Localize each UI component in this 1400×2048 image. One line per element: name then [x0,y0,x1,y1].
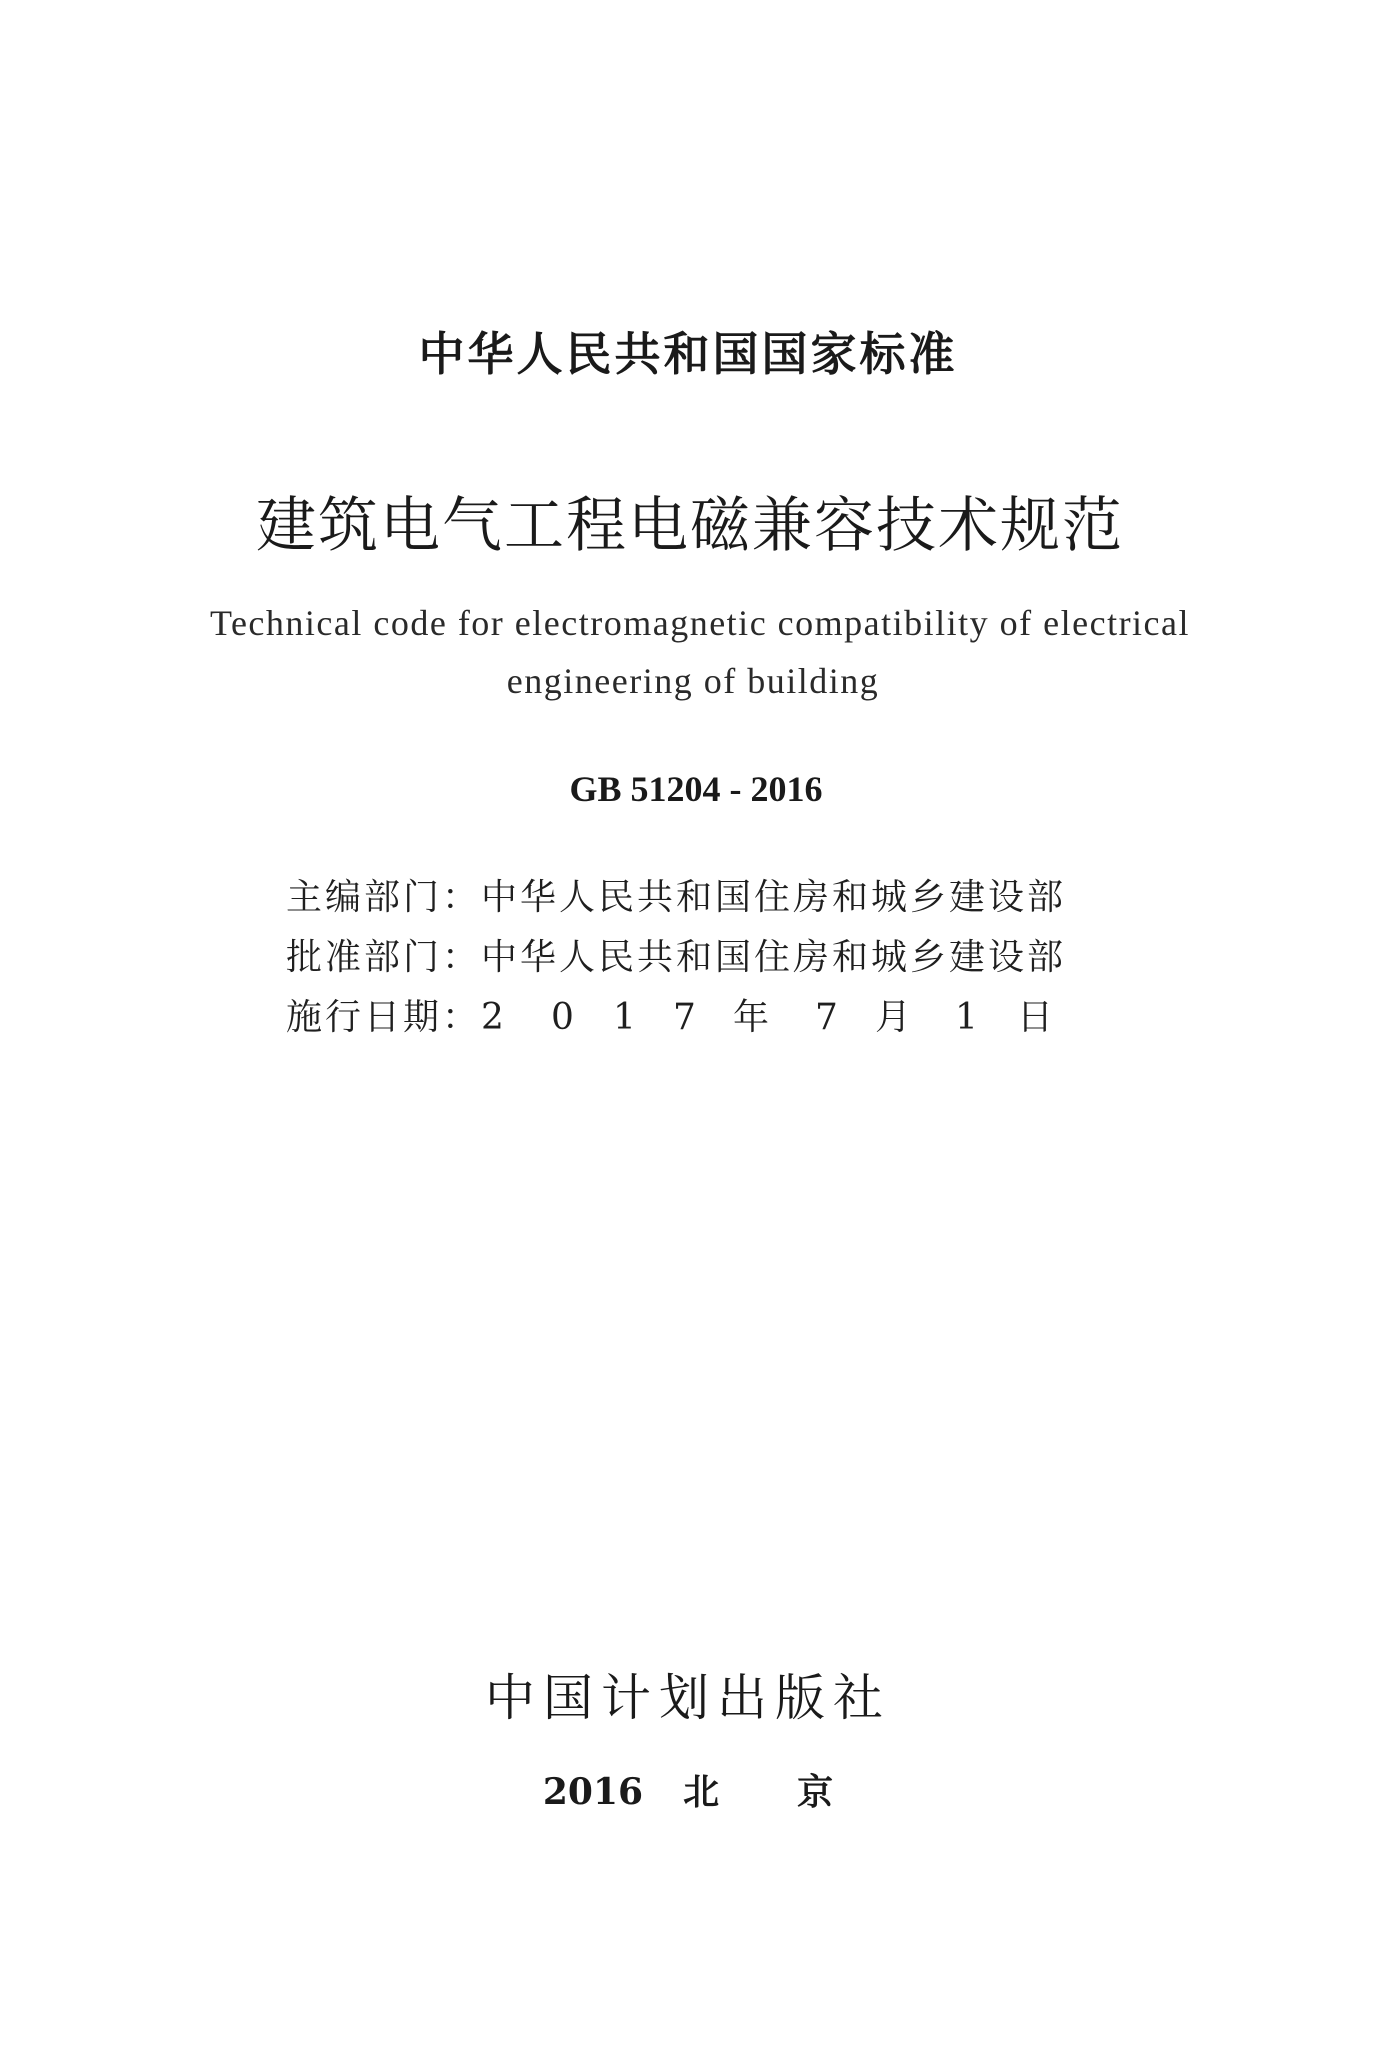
effective-year-digit-2: 0 [551,997,574,1038]
approval-row [286,928,1066,988]
effective-year-digit-3: 1 [613,997,636,1038]
approval-label: 批准部门： [286,937,482,978]
effective-month: 7 [815,997,838,1038]
publication-city-char-2: 京 [797,1771,834,1813]
document-title-english-line-2: engineering of building [506,661,880,701]
document-title-english-line-1: Technical code for electromagnetic compatibility of electrical [209,603,1191,643]
chief-editor-label: 主编部门： [286,877,482,918]
publication-city-char-1: 北 [683,1771,720,1813]
effective-year-digit-4: 7 [673,997,696,1038]
effective-day-char: 日 [1017,997,1054,1038]
approval-value: 中华人民共和国住房和城乡建设部 [481,937,1067,978]
standard-category: 中华人民共和国国家标准 [418,327,958,381]
effective-year-digit-1: 2 [481,997,504,1038]
effective-date-row [286,988,1066,1048]
chief-editor-row [286,868,1066,928]
document-title-chinese: 建筑电气工程电磁兼容技术规范 [256,491,1124,561]
publication-year: 2016 [542,1771,644,1813]
effective-date-label: 施行日期： [286,997,482,1038]
effective-month-char: 月 [875,997,912,1038]
publisher-name: 中国计划出版社 [485,1669,891,1727]
publication-year-city [0,1764,1388,1815]
effective-day: 1 [955,997,978,1038]
issuing-info-block [286,868,1066,1048]
standard-number: GB 51204 - 2016 [569,769,823,809]
effective-year-char: 年 [733,997,770,1038]
chief-editor-value: 中华人民共和国住房和城乡建设部 [481,877,1067,918]
